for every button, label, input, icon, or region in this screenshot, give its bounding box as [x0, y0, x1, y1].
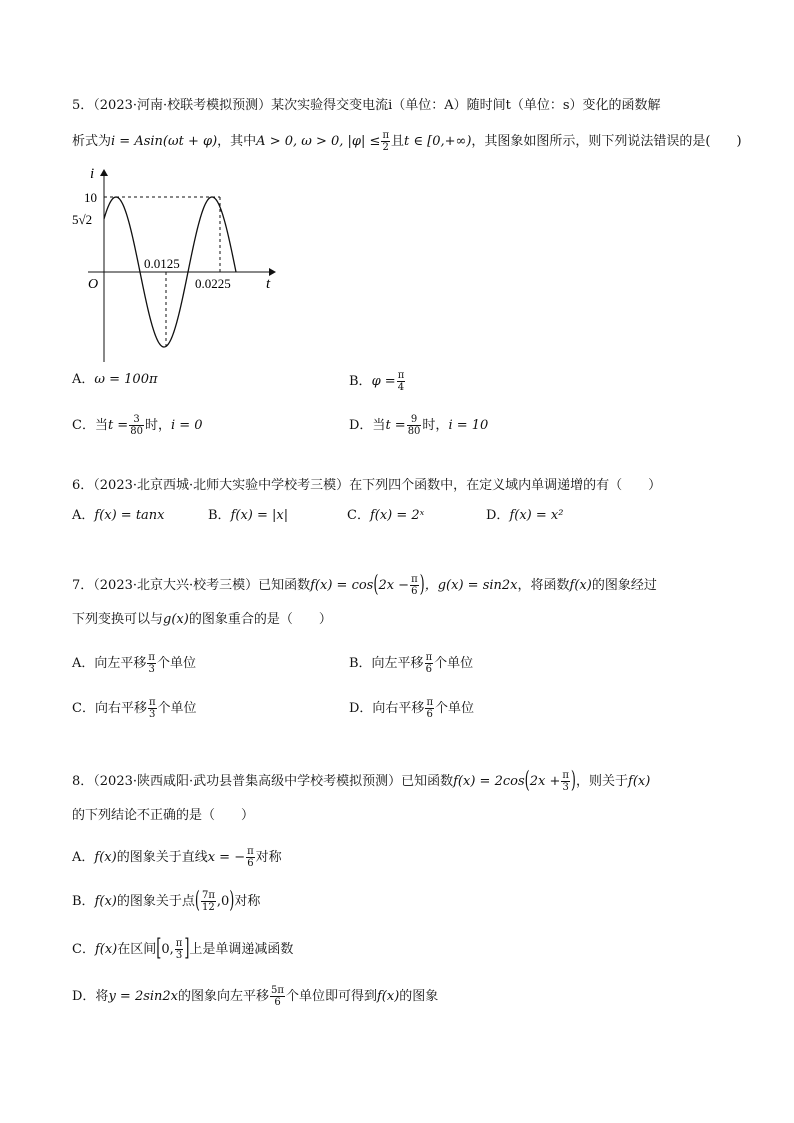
q6-option-b[interactable]: B．f(x) = |x| [208, 508, 289, 523]
q6-stem: 6．（2023·北京西城·北师大实验中学校考三模）在下列四个函数中，在定义域内单调递增的有（ ） [72, 478, 662, 493]
q5-i-label: i [90, 166, 95, 182]
q7-stem-line2: 下列变换可以与g(x)的图象重合的是（ ） [72, 612, 332, 627]
q5-option-c[interactable]: C．当t = $\frac{3}{80}$ 时，i = 0 [72, 414, 203, 437]
q6-option-a[interactable]: A．f(x) = tanx [72, 508, 165, 523]
q5-x2-label: 0.0225 [195, 276, 231, 291]
q8-stem-line1: 8．（2023·陕西咸阳·武功县普集高级中学校考模拟预测）已知函数f(x) = 2cos(2x + $\frac{\pi}{3}$ )，则关于f(x) [72, 767, 651, 795]
q8-option-b[interactable]: B．f(x)的图象关于点( $\frac{7\pi}{12}$ ,0)对称 [72, 887, 261, 915]
q5-option-d[interactable]: D．当t = $\frac{9}{80}$ 时，i = 10 [349, 414, 489, 437]
q5-option-b[interactable]: B．φ = $\frac{\pi}{4}$ [349, 370, 405, 393]
q7-option-a[interactable]: A．向左平移 $\frac{\pi}{3}$ 个单位 [72, 652, 196, 675]
q6-option-d[interactable]: D．f(x) = x² [486, 508, 564, 523]
q7-option-d[interactable]: D．向右平移 $\frac{\pi}{6}$ 个单位 [349, 697, 475, 720]
q5-origin-label: O [88, 277, 99, 292]
q5-x1-label: 0.0125 [144, 256, 180, 271]
q5-frac-pi-2: $\frac{\pi}{2}$ [382, 130, 390, 153]
q8-option-c[interactable]: C．f(x)在区间[0, $\frac{\pi}{3}$ ]上是单调递减函数 [72, 935, 294, 963]
q7-option-c[interactable]: C．向右平移 $\frac{\pi}{3}$ 个单位 [72, 697, 197, 720]
q5-option-a[interactable]: A．ω = 100π [72, 372, 158, 387]
q5-stem-line1: 5．（2023·河南·校联考模拟预测）某次实验得交变电流i（单位：A）随时间t（单位：s）变化的函数解 [72, 98, 661, 113]
q5-y5r2-label: 5√2 [72, 212, 93, 227]
q8-option-d[interactable]: D．将y = 2sin2x的图象向左平移 $\frac{5\pi}{6}$ 个单位即可得到f(x)的图象 [72, 985, 439, 1008]
q5-sine-graph [70, 162, 300, 362]
q8-stem-line2: 的下列结论不正确的是（ ） [72, 808, 255, 823]
q5-stem-line2: 析式为i = Asin(ωt + φ)，其中A > 0, ω > 0, |φ| ≤ $\frac{\pi}{2}$ 且t ∈ [0,+∞)，其图象如图所示，则下列说法错误的是( ) [72, 130, 742, 153]
q5-y10-label: 10 [84, 190, 97, 205]
q6-option-c[interactable]: C．f(x) = 2ˣ [347, 508, 425, 523]
q7-stem-line1: 7．（2023·北京大兴·校考三模）已知函数f(x) = cos(2x − $\frac{\pi}{6}$ )，g(x) = sin2x，将函数f(x)的图象经过 [72, 571, 657, 599]
q8-option-a[interactable]: A．f(x)的图象关于直线x = − $\frac{\pi}{6}$ 对称 [72, 846, 282, 869]
q7-option-b[interactable]: B．向左平移 $\frac{\pi}{6}$ 个单位 [349, 652, 474, 675]
q5-formula: i = Asin(ωt + φ) [111, 134, 218, 149]
q5-t-label: t [266, 276, 271, 292]
